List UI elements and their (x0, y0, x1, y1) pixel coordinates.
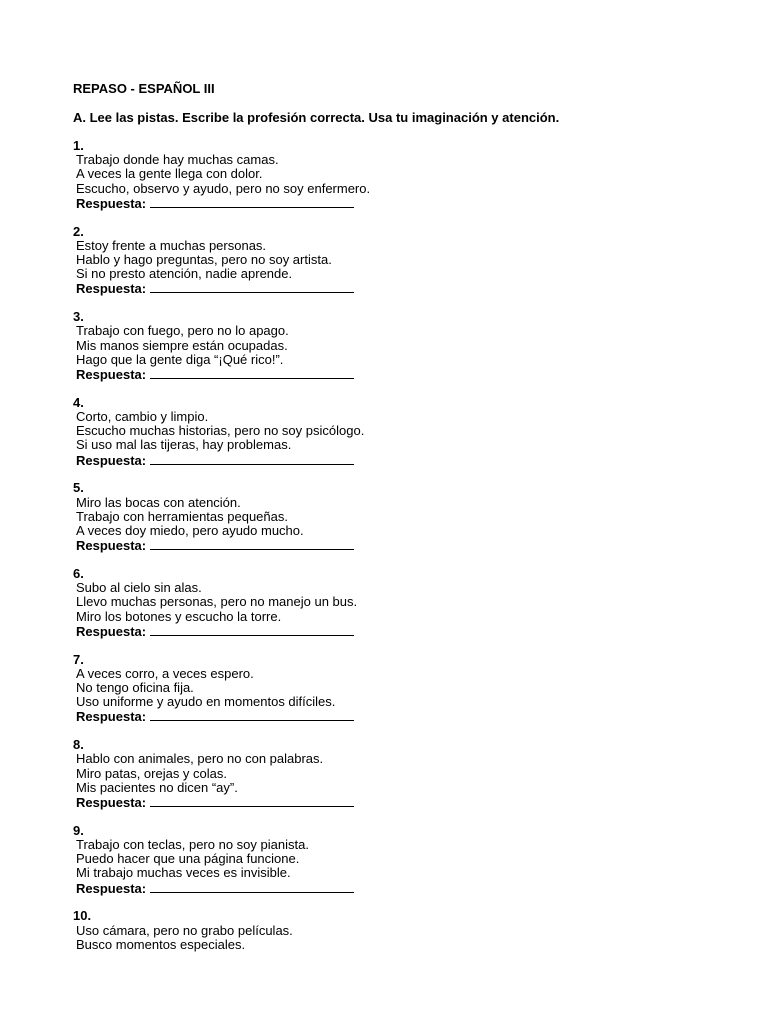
clue-line: No tengo oficina fija. (76, 680, 194, 696)
answer-row (73, 624, 768, 639)
clue-line: Corto, cambio y limpio. (76, 409, 209, 425)
clue-line: Si no presto atención, nadie aprende. (76, 266, 293, 282)
question-number: 2. (73, 223, 84, 239)
answer-blank[interactable] (150, 281, 354, 293)
clue-line: Llevo muchas personas, pero no manejo un bus. (76, 594, 358, 610)
question-number: 7. (73, 651, 84, 667)
question-number: 5. (73, 480, 84, 496)
clue-line: Estoy frente a muchas personas. (76, 237, 267, 253)
clue-line: Miro patas, orejas y colas. (76, 765, 228, 781)
question-4 (73, 396, 768, 468)
question-number: 9. (73, 822, 84, 838)
answer-blank[interactable] (150, 881, 354, 893)
question-8 (73, 738, 768, 810)
question-2 (73, 225, 768, 297)
question-9 (73, 824, 768, 896)
clue-line: Miro las bocas con atención. (76, 494, 241, 510)
clue-line: Hablo con animales, pero no con palabras. (76, 751, 324, 767)
page-title: REPASO - ESPAÑOL III (73, 81, 215, 96)
clue-line: A veces la gente llega con dolor. (76, 166, 263, 182)
answer-blank[interactable] (150, 538, 354, 550)
answer-row (73, 709, 768, 724)
answer-row (73, 795, 768, 810)
clue-line: Uso uniforme y ayudo en momentos difíciles. (76, 694, 336, 710)
question-1 (73, 139, 768, 211)
answer-row (73, 196, 768, 211)
answer-row (73, 538, 768, 553)
clue-line: Trabajo con herramientas pequeñas. (76, 508, 288, 524)
clue-line: Escucho, observo y ayudo, pero no soy enfermero. (76, 180, 371, 196)
answer-label: Respuesta: (76, 281, 147, 297)
question-number: 3. (73, 309, 84, 325)
question-7 (73, 653, 768, 725)
clue-line: Hago que la gente diga “¡Qué rico!”. (76, 351, 284, 367)
clue-line: Mis pacientes no dicen “ay”. (76, 779, 238, 795)
question-6 (73, 567, 768, 639)
clue-line: A veces doy miedo, pero ayudo mucho. (76, 523, 304, 539)
clue-line: Si uso mal las tijeras, hay problemas. (76, 437, 292, 453)
clue-line: Escucho muchas historias, pero no soy psicólogo. (76, 423, 365, 439)
answer-label: Respuesta: (76, 367, 147, 383)
clue-line: Trabajo con fuego, pero no lo apago. (76, 323, 289, 339)
question-number: 10. (73, 908, 92, 924)
answer-blank[interactable] (150, 795, 354, 807)
question-number: 8. (73, 737, 84, 753)
clue-line: Hablo y hago preguntas, pero no soy artista. (76, 252, 332, 268)
clue-line: Miro los botones y escucho la torre. (76, 608, 282, 624)
answer-blank[interactable] (150, 196, 354, 208)
clue-line: Puedo hacer que una página funcione. (76, 851, 300, 867)
answer-row (73, 281, 768, 296)
clue-line: Mis manos siempre están ocupadas. (76, 337, 288, 353)
question-number: 6. (73, 566, 84, 582)
answer-row (73, 367, 768, 382)
clue-line: Busco momentos especiales. (76, 936, 246, 952)
clue-line: Trabajo con teclas, pero no soy pianista. (76, 837, 309, 853)
question-3 (73, 310, 768, 382)
question-list (73, 139, 768, 952)
answer-blank[interactable] (150, 453, 354, 465)
clue-line: A veces corro, a veces espero. (76, 665, 254, 681)
clue-line: Trabajo donde hay muchas camas. (76, 152, 279, 168)
clue-line: Uso cámara, pero no grabo películas. (76, 922, 293, 938)
clue-line: Mi trabajo muchas veces es invisible. (76, 865, 291, 881)
clue-line: Subo al cielo sin alas. (76, 580, 202, 596)
answer-label: Respuesta: (76, 880, 147, 896)
answer-row (73, 881, 768, 896)
question-number: 4. (73, 394, 84, 410)
question-5 (73, 481, 768, 553)
answer-row (73, 453, 768, 468)
question-number: 1. (73, 138, 84, 153)
answer-blank[interactable] (150, 624, 354, 636)
answer-label: Respuesta: (76, 538, 147, 554)
answer-label: Respuesta: (76, 452, 147, 468)
answer-label: Respuesta: (76, 795, 147, 811)
answer-label: Respuesta: (76, 195, 147, 211)
question-10 (73, 909, 768, 952)
section-instruction: A. Lee las pistas. Escribe la profesión correcta. Usa tu imaginación y atención. (73, 110, 560, 125)
answer-label: Respuesta: (76, 623, 147, 639)
answer-label: Respuesta: (76, 709, 147, 725)
answer-blank[interactable] (150, 367, 354, 379)
answer-blank[interactable] (150, 709, 354, 721)
